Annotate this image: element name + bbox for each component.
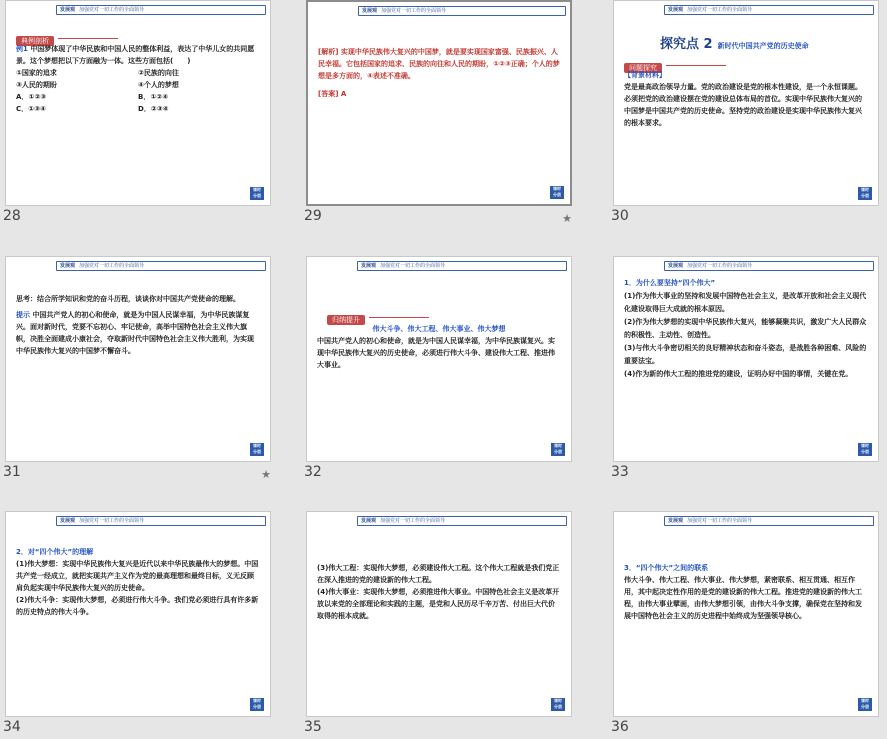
logo-icon: 课时 分层 xyxy=(250,698,264,711)
slide-preview xyxy=(5,511,271,717)
slide-body: [解析] 实现中华民族伟大复兴的中国梦，就是要实现国家富强、民族振兴、人民幸福。它包括国家的追求、民族的向往和人民的期盼，①②③正确；个人的梦想是多方面的，④表述不准确。 [答案] A xyxy=(318,48,560,98)
section-title: 探究点 2 新时代中国共产党的历史使命 xyxy=(660,37,809,52)
slide-header-bar: 发展观 加强党对一切工作的全面领导 xyxy=(56,516,266,526)
slide-number: 31 xyxy=(3,464,21,480)
slide-number: 32 xyxy=(304,464,322,480)
slide-number: 34 xyxy=(3,719,21,735)
logo-icon: 课时 分层 xyxy=(858,443,872,456)
slide-preview xyxy=(306,511,572,717)
logo-icon: 课时 分层 xyxy=(858,187,872,200)
logo-icon: 课时 分层 xyxy=(858,698,872,711)
slide-header-bar: 发展观 加强党对一切工作的全面领导 xyxy=(664,261,874,271)
logo-icon: 课时 分层 xyxy=(551,443,565,456)
slide-number: 29 xyxy=(304,208,322,224)
slide-number: 30 xyxy=(611,208,629,224)
slide-header-bar: 发展观 加强党对一切工作的全面领导 xyxy=(664,516,874,526)
section-tag: 归纳提升 xyxy=(327,307,429,326)
slide-header-bar: 发展观 加强党对一切工作的全面领导 xyxy=(357,516,567,526)
slide-body: 3．“四个伟大”之间的联系 伟大斗争、伟大工程、伟大事业、伟大梦想，紧密联系、相互贯通、相互作用，其中起决定性作用的是党的建设新的伟大工程。推进党的建设新的伟大工程，由伟大事业擘画，由伟大梦想引领，由伟大斗争支撑，确保党在坚持和发展中国特色社会主义的历史进程中始终成为坚强领导核心。 xyxy=(624,564,862,620)
slide-body: (3)伟大工程：实现伟大梦想，必须建设伟大工程。这个伟大工程就是我们党正在深入推进的党的建设新的伟大工程。 (4)伟大事业：实现伟大梦想，必须推进伟大事业。中国特色社会主义是改革开放以来党的全部理论和实践的主题，是党和人民历尽千辛万苦、付出巨大代价取得的根本成就。 xyxy=(317,564,560,620)
slide-header-bar: 发展观 加强党对一切工作的全面领导 xyxy=(56,5,266,15)
slide-preview xyxy=(613,0,879,206)
logo-icon: 课时 分层 xyxy=(551,698,565,711)
slide-preview xyxy=(306,0,572,206)
logo-icon: 课时 分层 xyxy=(250,443,264,456)
star-icon: ★ xyxy=(261,468,271,481)
logo-icon: 课时 分层 xyxy=(250,187,264,200)
slide-body: 例1 中国梦体现了中华民族和中国人民的整体利益，表达了中华儿女的共同愿景。这个梦想把以下方面融为一体。这些方面包括( ) ①国家的追求 ②民族的向往 ③人民的期盼 ④个人的梦想 A．①②③ B．①②④ C．①③④ D．②③④ xyxy=(16,45,255,113)
logo-icon: 课时 分层 xyxy=(550,186,564,199)
slide-preview xyxy=(306,256,572,462)
slide-number: 35 xyxy=(304,719,322,735)
slide-header-bar: 发展观 加强党对一切工作的全面领导 xyxy=(664,5,874,15)
slide-header-bar: 发展观 加强党对一切工作的全面领导 xyxy=(358,6,566,16)
slide-preview xyxy=(5,0,271,206)
slide-number: 36 xyxy=(611,719,629,735)
slide-body: 2．对“四个伟大”的理解 (1)伟大梦想：实现中华民族伟大复兴是近代以来中华民族最伟大的梦想。中国共产党一经成立，就把实现共产主义作为党的最高理想和最终目标，义无反顾肩负起实现中华民族伟大复兴的历史使命。 (2)伟大斗争：实现伟大梦想，必须进行伟大斗争。我们党必须进行具有许多新的历史特点的伟大斗争。 xyxy=(16,548,259,616)
slide-header-bar: 发展观 加强党对一切工作的全面领导 xyxy=(56,261,266,271)
section-tag: 问题探究 xyxy=(624,55,726,74)
star-icon: ★ xyxy=(562,212,572,225)
slide-number: 33 xyxy=(611,464,629,480)
slide-header-bar: 发展观 加强党对一切工作的全面领导 xyxy=(357,261,567,271)
section-tag: 典例剖析 xyxy=(16,28,118,47)
slide-body: 伟大斗争、伟大工程、伟大事业、伟大梦想 中国共产党人的初心和使命，就是为中国人民谋幸福，为中华民族谋复兴。实现中华民族伟大复兴的历史使命，必须进行伟大斗争、建设伟大工程、推进伟大事业。 xyxy=(317,325,555,369)
slide-preview xyxy=(613,256,879,462)
slide-number: 28 xyxy=(3,208,21,224)
slide-body: 1．为什么要坚持“四个伟大” (1)作为伟大事业的坚持和发展中国特色社会主义，是改革开放和社会主义现代化建设取得巨大成就的根本原因。 (2)作为伟大梦想的实现中华民族伟大复兴，能够凝聚共识，激发广大人民群众的积极性、主动性、创造性。 (3)与伟大斗争密切相关的良好精神状态和奋斗姿态，是战胜各种困难、风险的重要法宝。 (4)作为新的伟大工程的推进党的建设，证明办好中国的事情，关键在党。 xyxy=(624,279,867,378)
slide-body: 【背景材料】 党是最高政治领导力量。党的政治建设是党的根本性建设，是一个永恒课题。必须把党的政治建设摆在党的建设总体布局的首位。实现中华民族伟大复兴的中国梦是中国共产党的历史使命。坚持党的政治建设是实现中华民族伟大复兴的根本要求。 xyxy=(624,71,862,127)
slide-body: 思考：结合所学知识和党的奋斗历程，谈谈你对中国共产党使命的理解。 提示 中国共产党人的初心和使命，就是为中国人民谋幸福，为中华民族谋复兴。面对新时代，党要不忘初心、牢记使命，高举中国特色社会主义伟大旗帜，决胜全面建成小康社会，夺取新时代中国特色社会主义伟大胜利，为实现中华民族伟大复兴的中国梦不懈奋斗。 xyxy=(16,295,254,355)
slide-preview xyxy=(613,511,879,717)
slide-preview xyxy=(5,256,271,462)
